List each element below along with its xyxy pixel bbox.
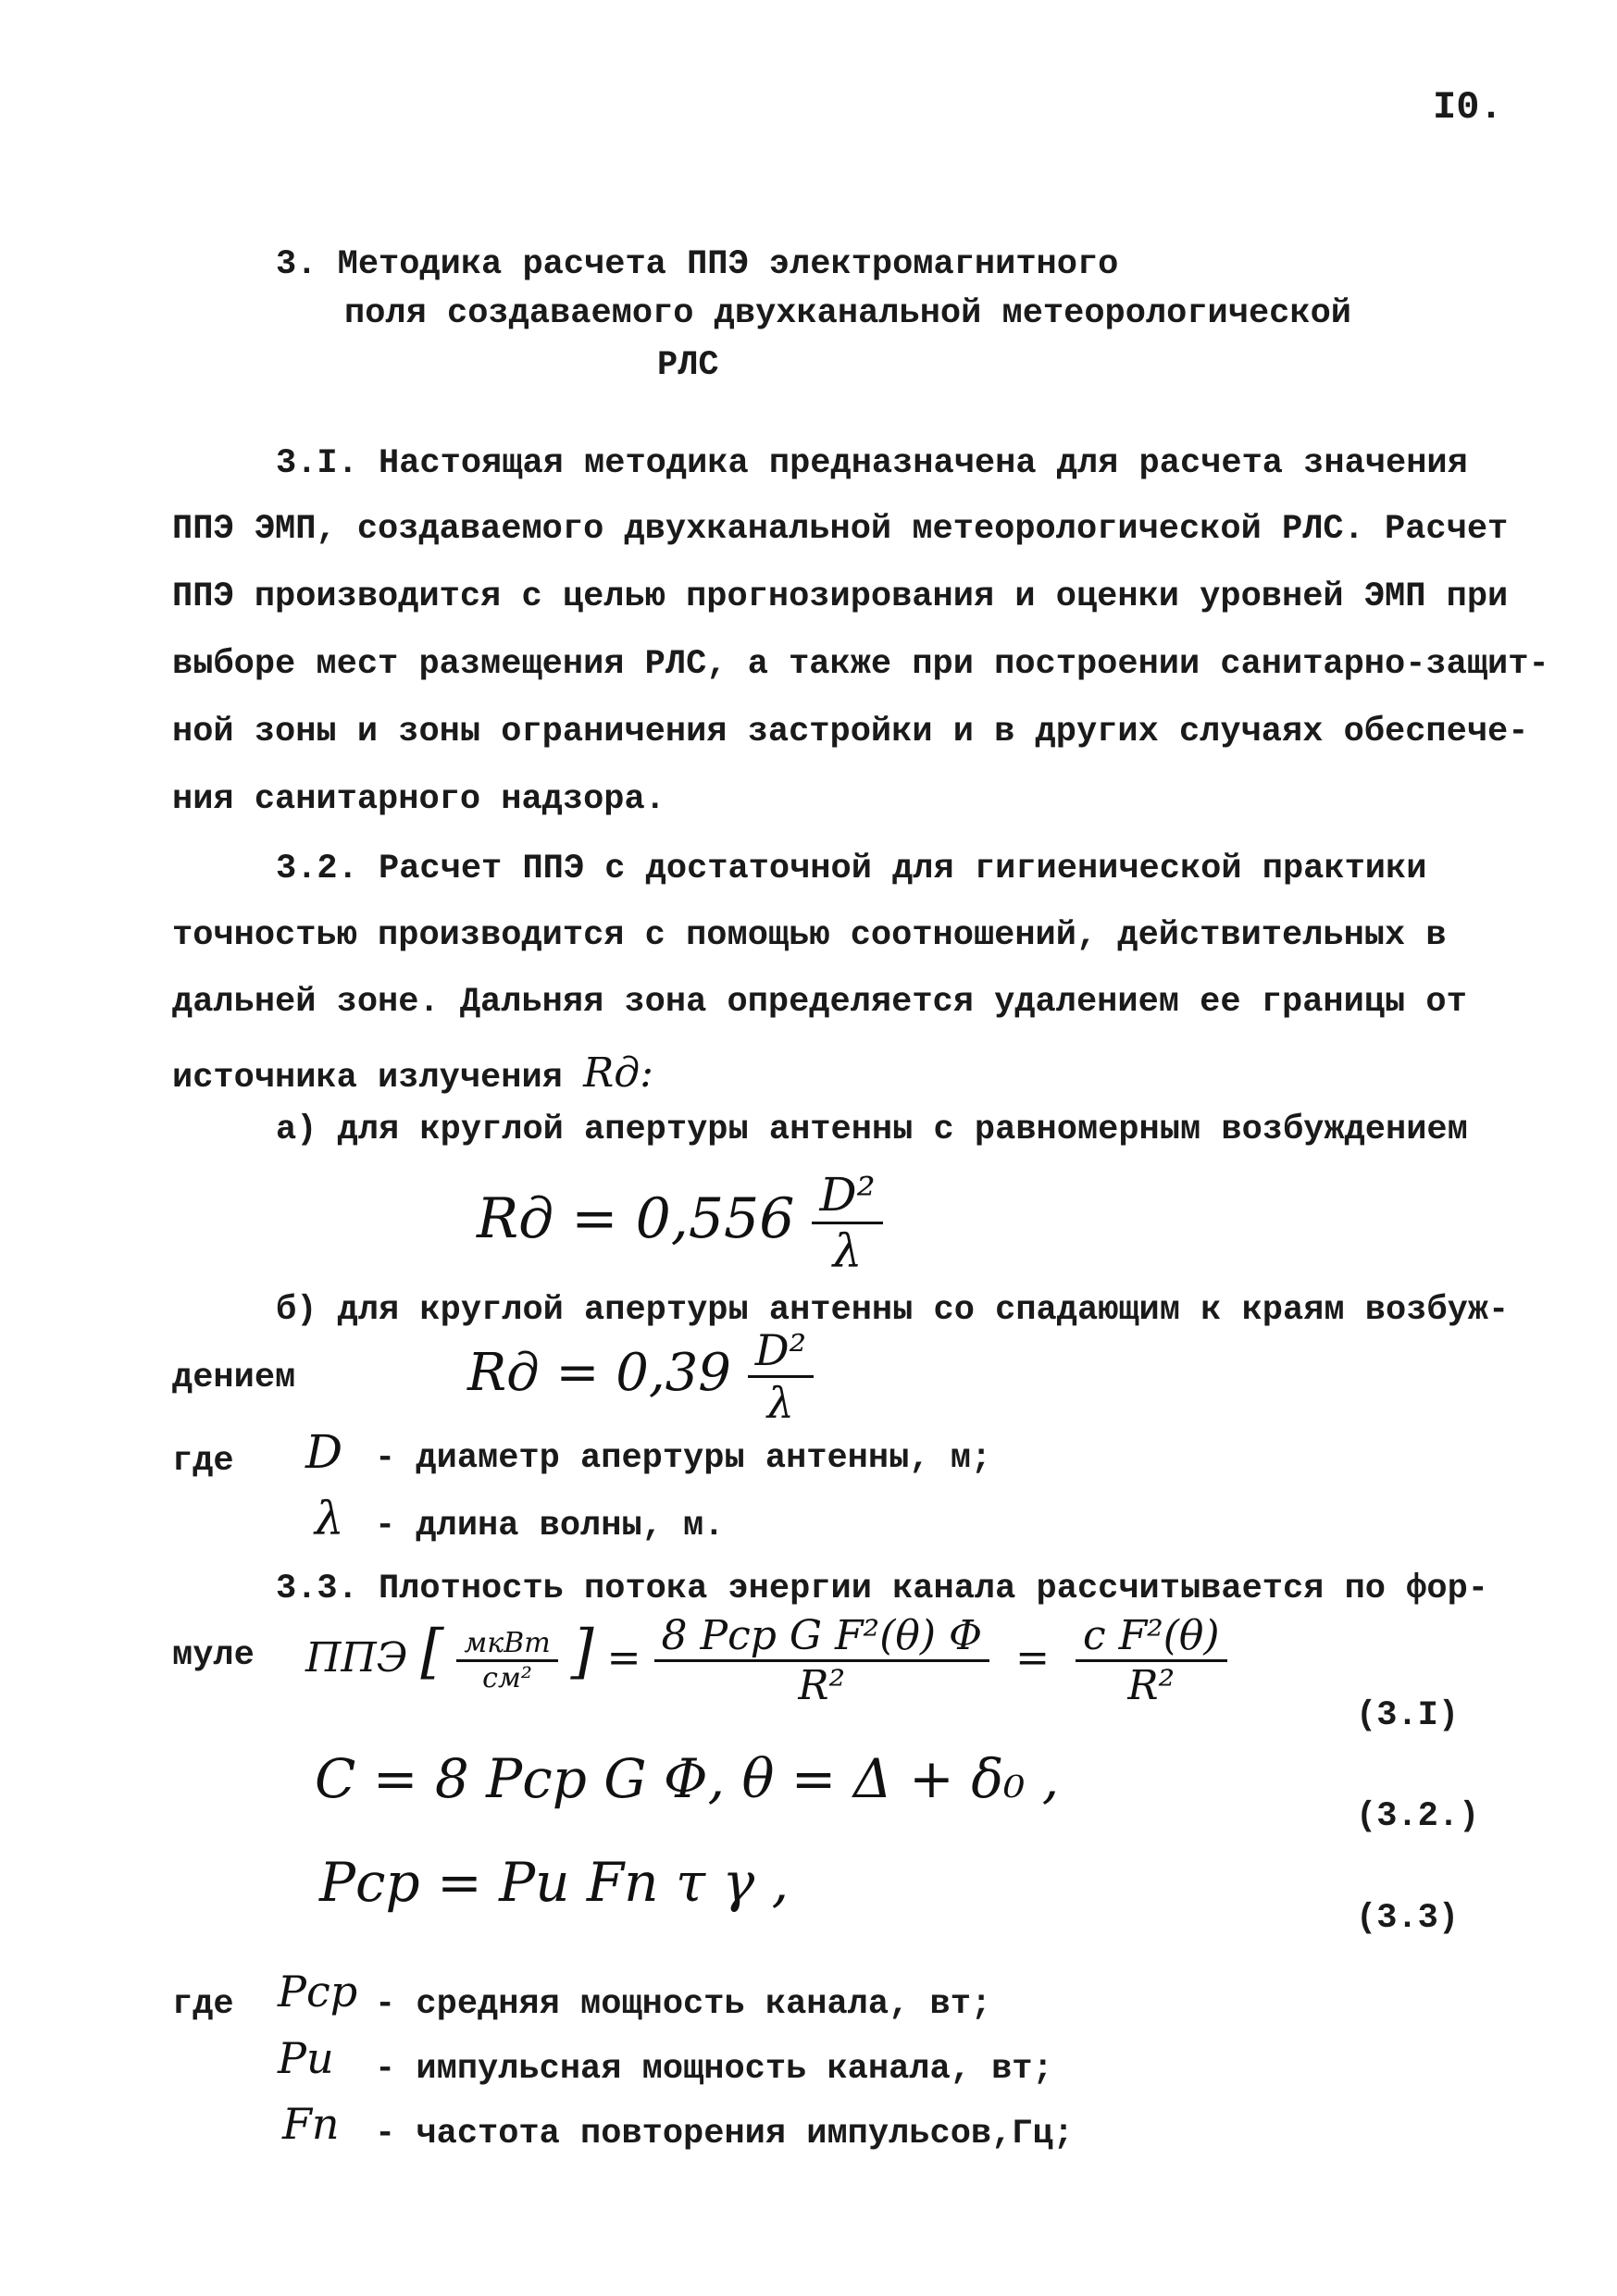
p31-line-1: 3.I. Настоящая методика предназначена для расчета значения <box>276 444 1468 483</box>
eq31-bracket-right: ] <box>570 1618 594 1686</box>
def-sym-pcp: Pср <box>278 1967 358 2017</box>
formula-b-lhs: Rд <box>467 1343 540 1403</box>
eq31-num-2: c F²(θ) <box>1082 1612 1220 1659</box>
formula-b-coef: = 0,39 <box>555 1343 731 1403</box>
eq31-unit-num: мкВт <box>464 1627 551 1659</box>
eq31-unit-den: см² <box>456 1659 557 1694</box>
equation-3-3: Pср = Pи Fn τ γ , <box>319 1851 790 1914</box>
p32-line-4-text: источника излучения <box>172 1059 563 1098</box>
p31-line-5: ной зоны и зоны ограничения застройки и в других случаях обеспече- <box>172 713 1529 751</box>
section-heading-line-2: поля создаваемого двухканальной метеорологической <box>344 294 1351 333</box>
eq31-num-1: 8 Pср G F²(θ) Φ <box>661 1612 983 1659</box>
p33-line-1: 3.3. Плотность потока энергии канала рассчитывается по фор- <box>276 1570 1489 1608</box>
def-sym-D: D <box>305 1425 343 1479</box>
item-b-line-2: дением <box>172 1359 296 1397</box>
eq31-fraction-1 <box>654 1612 990 1709</box>
equation-3-1 <box>305 1612 1227 1709</box>
formula-b-den: λ <box>748 1375 814 1428</box>
def-sym-pi: Pи <box>278 2033 334 2083</box>
formula-b-num: D² <box>754 1325 807 1375</box>
where-label-2: где <box>172 1985 234 2024</box>
eq31-equals-1: = <box>606 1634 641 1682</box>
def-text-fn: - частота повторения импульсов,Гц; <box>375 2115 1074 2153</box>
p33-line-2: муле <box>172 1636 255 1675</box>
p31-line-3: ППЭ производится с целью прогнозирования и оценки уровней ЭМП при <box>172 577 1509 616</box>
def-text-lambda: - длина волны, м. <box>375 1507 725 1545</box>
eq31-den-2: R² <box>1076 1659 1227 1709</box>
formula-a <box>477 1168 883 1278</box>
equation-number-3-2: (3.2.) <box>1356 1797 1480 1836</box>
def-text-pcp: - средняя мощность канала, вт; <box>375 1985 992 2024</box>
formula-b <box>467 1325 814 1428</box>
def-sym-lambda: λ <box>315 1492 344 1545</box>
p32-line-1: 3.2. Расчет ППЭ с достаточной для гигиенической практики <box>276 850 1427 888</box>
formula-a-fraction <box>812 1168 882 1278</box>
def-sym-fn: Fn <box>282 2099 340 2149</box>
eq31-lhs: ППЭ <box>305 1634 408 1682</box>
eq31-bracket-left: [ <box>420 1618 444 1686</box>
p31-line-2: ППЭ ЭМП, создаваемого двухканальной метеорологической РЛС. Расчет <box>172 510 1509 549</box>
item-b-line-1: б) для круглой апертуры антенны со спадающим к краям возбуж- <box>276 1291 1510 1330</box>
equation-number-3-3: (3.3) <box>1356 1899 1460 1938</box>
eq31-fraction-2 <box>1076 1612 1227 1709</box>
page-number: I0. <box>1433 85 1503 130</box>
def-text-D: - диаметр апертуры антенны, м; <box>375 1439 992 1478</box>
formula-a-coef: = 0,556 <box>571 1186 795 1252</box>
formula-a-den: λ <box>812 1222 882 1278</box>
eq31-equals-2: = <box>1002 1634 1063 1682</box>
def-text-pi: - импульсная мощность канала, вт; <box>375 2050 1053 2089</box>
formula-b-fraction <box>748 1325 814 1428</box>
equation-3-2: C = 8 Pср G Φ, θ = Δ + δ₀ , <box>315 1747 1060 1810</box>
p32-line-3: дальней зоне. Дальняя зона определяется удалением ее границы от <box>172 983 1467 1022</box>
far-zone-symbol: Rд: <box>583 1049 653 1097</box>
eq31-den-1: R² <box>654 1659 990 1709</box>
where-label-1: где <box>172 1442 234 1481</box>
p32-line-4 <box>172 1049 653 1098</box>
section-heading-line-3: РЛС <box>657 346 719 385</box>
formula-a-lhs: Rд <box>477 1186 554 1252</box>
section-heading-line-1: 3. Методика расчета ППЭ электромагнитного <box>276 245 1119 284</box>
p31-line-4: выборе мест размещения РЛС, а также при построении санитарно-защит- <box>172 645 1549 684</box>
eq31-unit <box>456 1627 557 1694</box>
equation-number-3-1: (3.I) <box>1356 1696 1460 1735</box>
formula-a-num: D² <box>819 1168 876 1222</box>
p31-line-6: ния санитарного надзора. <box>172 780 665 819</box>
item-a: а) для круглой апертуры антенны с равномерным возбуждением <box>276 1111 1468 1149</box>
p32-line-2: точностью производится с помощью соотношений, действительных в <box>172 916 1447 955</box>
